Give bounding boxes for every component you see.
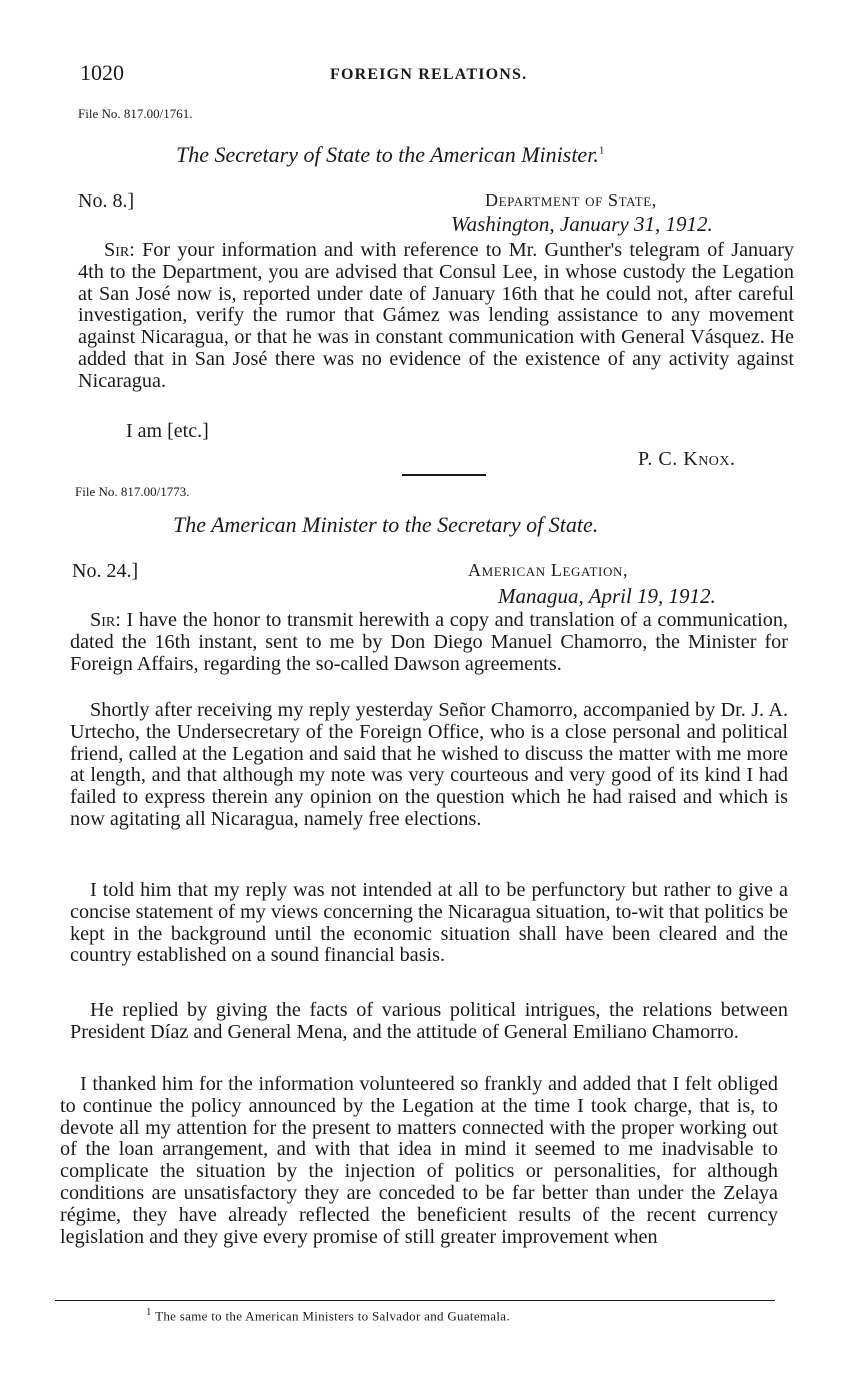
separator-rule [402, 474, 486, 476]
dateline: Washington, January 31, 1912. [451, 212, 713, 236]
signature: P. C. Knox. [638, 448, 736, 470]
paragraph [70, 610, 788, 675]
closing: I am [etc.] [126, 420, 209, 442]
footnote-rule [55, 1300, 775, 1301]
dispatch-number: No. 8.] [78, 190, 135, 212]
dispatch-number: No. 24.] [72, 560, 139, 582]
salutation: Sir: [104, 239, 135, 261]
footnote-text: The same to the American Ministers to Salvador and Guatemala. [155, 1308, 510, 1324]
running-head: FOREIGN RELATIONS. [330, 66, 528, 83]
footnote-marker: 1 [598, 144, 605, 157]
sender-office: Department of State, [485, 190, 657, 210]
letter-title-text: The Secretary of State to the American Minister. [176, 142, 599, 167]
salutation: Sir: [90, 609, 121, 631]
dateline: Managua, April 19, 1912. [498, 584, 716, 608]
paragraph-text: I have the honor to transmit herewith a copy and translation of a communication, dated the 16th instant, sent to me by Don Diego Manuel Chamorro, the Minister for Foreign Affairs, regarding the so-called Dawson agreements. [70, 609, 788, 675]
paragraph: I thanked him for the information volunteered so frankly and added that I felt obliged to continue the policy announced by the Legation at the time I took charge, that is, to devote all my attention for the present to matters connected with the proper working out of the loan arrangement, and with that idea in mind it seemed to me inadvisable to complicate the situation by the injection of politics or personalities, for although conditions are unsatisfactory they are conceded to be far better than under the Zelaya régime, they have already reflected the beneficient results of the recent currency legislation and they give every promise of still greater improvement when [60, 1073, 778, 1248]
file-number: File No. 817.00/1773. [75, 484, 190, 499]
file-number: File No. 817.00/1761. [78, 106, 193, 121]
letter-title [176, 142, 604, 168]
paragraph: He replied by giving the facts of various political intrigues, the relations between President Díaz and General Mena, and the attitude of General Emiliano Chamorro. [70, 999, 788, 1043]
body-text: For your information and with reference to Mr. Gunther's telegram of January 4th to the Department, you are advised that Consul Lee, in whose custody the Legation at San José now is, reported under date of January 16th that he could not, after careful investigation, verify the rumor that Gámez was lending assistance to any movement against Nicaragua, or that he was in constant communication with General Vásquez. He added that in San José there was no evidence of the existence of any activity against Nicaragua. [78, 239, 795, 392]
letter-title: The American Minister to the Secretary of State. [173, 512, 599, 537]
letter-body [78, 240, 794, 393]
page-number: 1020 [80, 60, 124, 85]
footnote [146, 1306, 510, 1324]
paragraph: I told him that my reply was not intended at all to be perfunctory but rather to give a concise statement of my views concerning the Nicaragua situation, to-wit that politics be kept in the background until the economic situation shall have been cleared and the country established on a sound financial basis. [70, 879, 788, 967]
paragraph: Shortly after receiving my reply yesterday Señor Chamorro, accompanied by Dr. J. A. Urtecho, the Undersecretary of the Foreign Office, who is a close personal and political friend, called at the Legation and said that he wished to discuss the matter with me more at length, and that although my note was very courteous and very good of its kind I had failed to express therein any opinion on the question which he had raised and which is now agitating all Nicaragua, namely free elections. [70, 699, 788, 830]
sender-office: American Legation, [468, 560, 629, 580]
footnote-marker: 1 [146, 1306, 152, 1318]
